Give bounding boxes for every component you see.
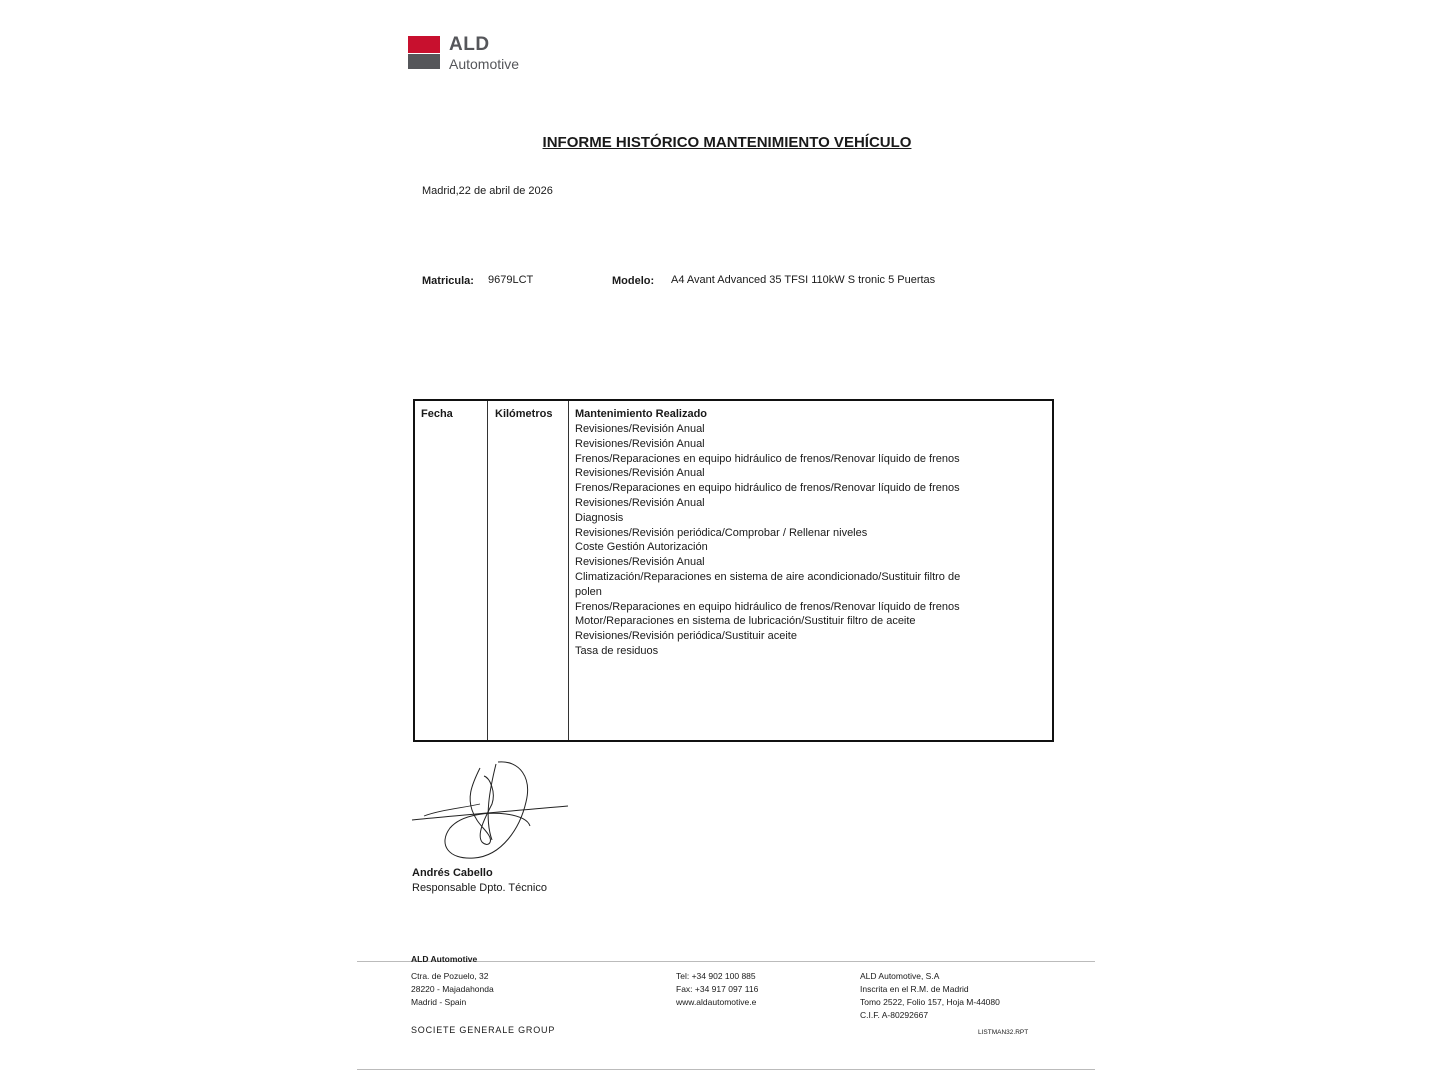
list-item: Diagnosis [575, 511, 624, 524]
legal-line: Inscrita en el R.M. de Madrid [860, 984, 969, 994]
column-divider [487, 401, 488, 740]
list-item: Revisiones/Revisión Anual [575, 556, 705, 569]
list-item: Frenos/Reparaciones en equipo hidráulico de frenos/Renovar líquido de frenos [575, 600, 960, 613]
legal-line: C.I.F. A-80292667 [860, 1010, 929, 1020]
logo-grey-block [408, 54, 440, 69]
contact-phone: Tel: +34 902 100 885 [676, 971, 756, 981]
column-divider [568, 401, 569, 740]
footer-group: SOCIETE GENERALE GROUP [411, 1025, 556, 1035]
footer-ref: LISTMAN32.RPT [978, 1029, 1029, 1036]
header-mantenimiento: Mantenimiento Realizado [575, 408, 708, 420]
legal-line: Tomo 2522, Folio 157, Hoja M-44080 [860, 997, 1000, 1007]
plate-value: 9679LCT [488, 274, 534, 286]
list-item: Frenos/Reparaciones en equipo hidráulico de frenos/Renovar líquido de frenos [575, 482, 960, 495]
signature-image [410, 758, 570, 863]
contact-web: www.aldautomotive.e [676, 997, 757, 1007]
logo-brand-text: ALD [449, 34, 490, 55]
signer-role: Responsable Dpto. Técnico [412, 882, 547, 894]
signer-name: Andrés Cabello [412, 867, 493, 879]
list-item: Frenos/Reparaciones en equipo hidráulico de frenos/Renovar líquido de frenos [575, 452, 960, 465]
header-fecha: Fecha [421, 408, 453, 420]
footer-contact [676, 970, 758, 1009]
list-item: Revisiones/Revisión Anual [575, 496, 705, 509]
list-item: Tasa de residuos [575, 644, 659, 657]
address-line: 28220 - Majadahonda [411, 984, 494, 994]
contact-fax: Fax: +34 917 097 116 [676, 984, 759, 994]
model-value: A4 Avant Advanced 35 TFSI 110kW S tronic 5 Puertas [671, 274, 936, 286]
logo-sub-text: Automotive [449, 56, 520, 72]
list-item: Revisiones/Revisión periódica/Comprobar / Rellenar niveles [575, 526, 868, 539]
date-line: Madrid,22 de abril de 2026 [422, 185, 553, 197]
model-label: Modelo: [612, 275, 655, 287]
footer-address [411, 970, 494, 1009]
list-item: Climatización/Reparaciones en sistema de aire acondicionado/Sustituir filtro de polen [575, 570, 961, 598]
plate-label: Matricula: [422, 275, 474, 287]
maintenance-list [575, 422, 975, 659]
list-item: Revisiones/Revisión Anual [575, 423, 705, 435]
address-line: Madrid - Spain [411, 997, 467, 1007]
footer-legal [860, 970, 1000, 1022]
address-line: Ctra. de Pozuelo, 32 [411, 971, 489, 981]
legal-line: ALD Automotive, S.A [860, 971, 940, 981]
list-item: Motor/Reparaciones en sistema de lubricación/Sustituir filtro de aceite [575, 615, 916, 628]
list-item: Coste Gestión Autorización [575, 541, 708, 554]
footer-company: ALD Automotive [411, 954, 478, 964]
list-item: Revisiones/Revisión periódica/Sustituir aceite [575, 630, 797, 643]
ald-logo-icon [408, 36, 440, 69]
page-title: INFORME HISTÓRICO MANTENIMIENTO VEHÍCULO [542, 134, 912, 151]
footer-bottom-rule [357, 1069, 1095, 1070]
list-item: Revisiones/Revisión Anual [575, 467, 705, 480]
list-item: Revisiones/Revisión Anual [575, 437, 705, 450]
header-kilometros: Kilómetros [495, 408, 553, 420]
logo-red-block [408, 36, 440, 53]
